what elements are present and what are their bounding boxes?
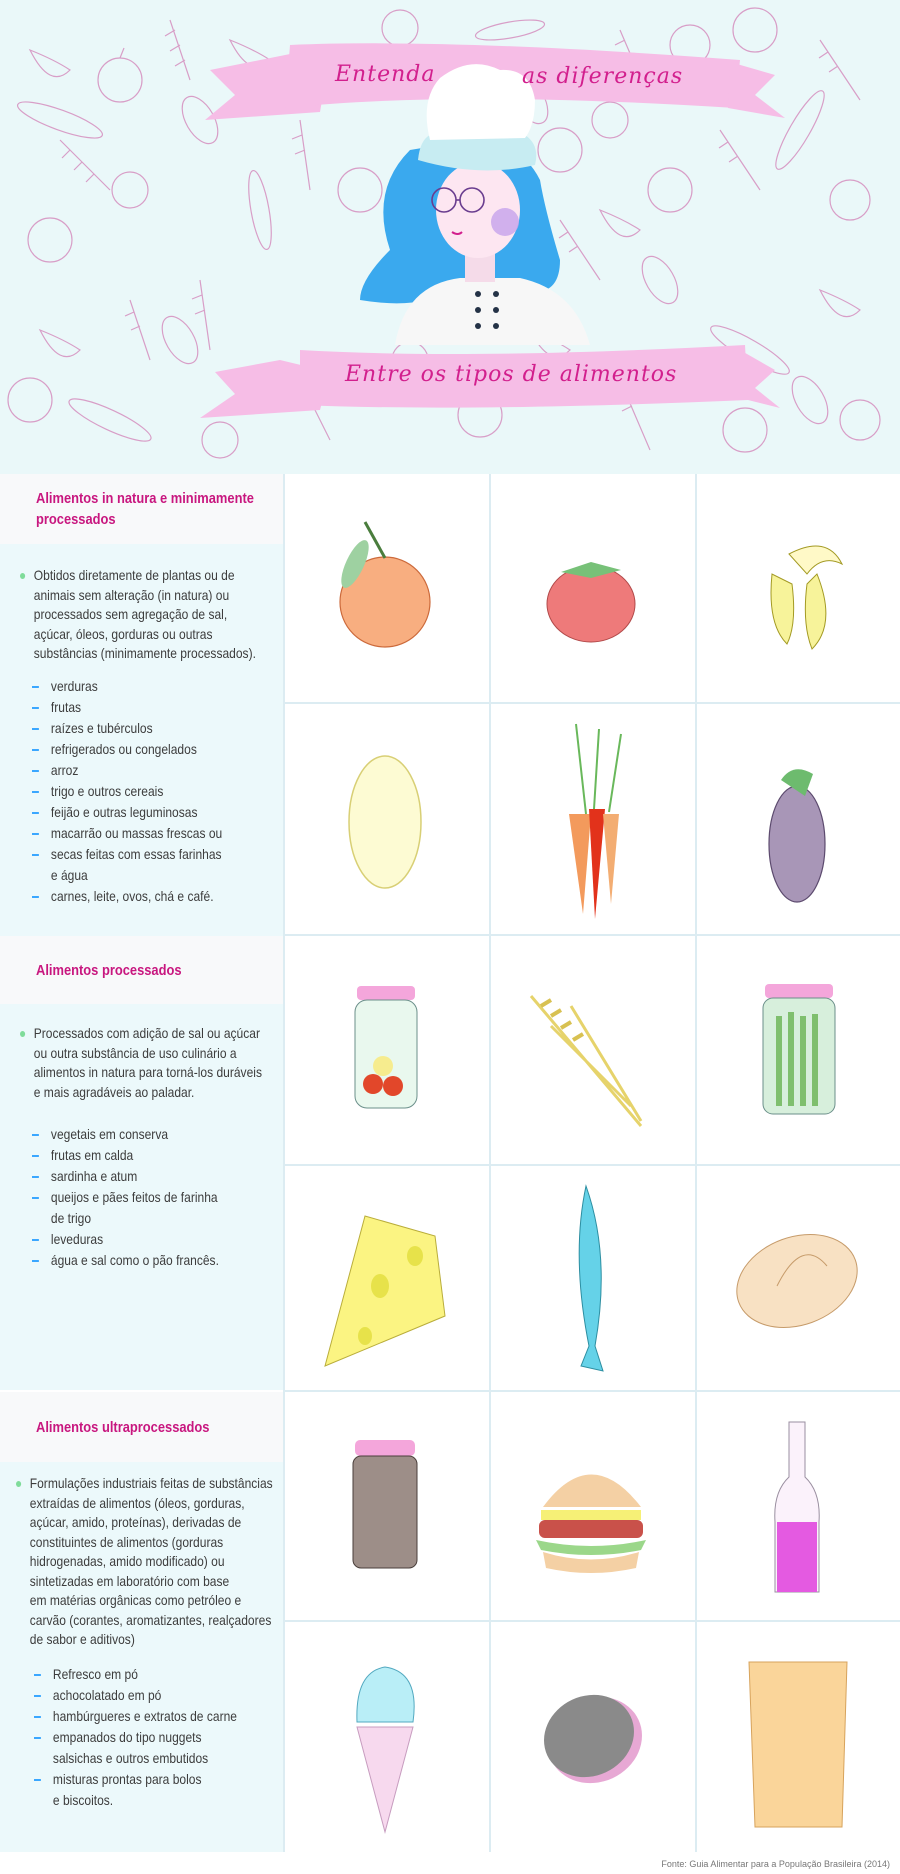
list-item: salsichas e outros embutidos bbox=[52, 1750, 209, 1766]
section-title-line: processados bbox=[36, 511, 116, 528]
description-line: processados sem agregação de sal, bbox=[33, 606, 228, 622]
food-list bbox=[34, 1664, 270, 1811]
list-item: frutas bbox=[32, 697, 222, 718]
description-line: Processados com adição de sal ou açúcar bbox=[33, 1025, 260, 1041]
section-title bbox=[36, 1417, 209, 1438]
banana-icon bbox=[697, 474, 900, 702]
section-title-band bbox=[0, 474, 283, 544]
list-item: secas feitas com essas farinhas bbox=[32, 844, 222, 865]
description-line: ou outra substância de uso culinário a bbox=[33, 1044, 237, 1061]
list-item: carnes, leite, ovos, chá e café. bbox=[32, 886, 222, 907]
section-description bbox=[20, 1024, 290, 1102]
list-item: feijão e outras leguminosas bbox=[32, 802, 222, 823]
tomato-icon bbox=[491, 474, 695, 702]
jar-fruit-icon bbox=[285, 936, 489, 1164]
header-illustration bbox=[0, 0, 900, 474]
section-description bbox=[16, 1474, 286, 1650]
list-item: água e sal como o pão francês. bbox=[32, 1250, 219, 1271]
egg-icon bbox=[285, 704, 489, 932]
section-title-line: Alimentos processados bbox=[36, 961, 182, 979]
section-title-line: Alimentos in natura e minimamente bbox=[36, 490, 254, 507]
carrots-icon bbox=[491, 704, 695, 932]
list-item: frutas em calda bbox=[32, 1145, 219, 1166]
section-title-line: Alimentos ultraprocessados bbox=[36, 1418, 210, 1436]
banner-text-entenda: Entenda bbox=[335, 62, 436, 87]
description-line: de sabor e aditivos) bbox=[29, 1631, 135, 1647]
source-credit: Fonte: Guia Alimentar para a População Brasileira (2014) bbox=[661, 1859, 890, 1869]
list-item: empanados do tipo nuggets bbox=[34, 1727, 237, 1748]
description-line: alimentos in natura para torná-los duráveis bbox=[33, 1064, 262, 1080]
description-line: extraídas de alimentos (óleos, gorduras, bbox=[29, 1494, 245, 1511]
wheat-icon bbox=[491, 936, 695, 1164]
bread-icon bbox=[697, 1166, 900, 1394]
chips-bag-icon bbox=[697, 1622, 900, 1850]
section-title-band bbox=[0, 1392, 283, 1462]
description-line: e mais agradáveis ao paladar. bbox=[33, 1083, 195, 1100]
cookie-icon bbox=[491, 1622, 695, 1850]
orange-icon bbox=[285, 474, 489, 702]
description-line: sintetizadas em laboratório com base bbox=[29, 1572, 230, 1589]
chocolate-powder-jar-icon bbox=[285, 1392, 489, 1620]
chef-illustration bbox=[0, 0, 900, 474]
list-item: vegetais em conserva bbox=[32, 1124, 219, 1145]
food-list bbox=[32, 1124, 249, 1271]
section-processados bbox=[0, 936, 900, 1390]
list-item: verduras bbox=[32, 676, 222, 697]
bullet-dot bbox=[20, 1031, 25, 1037]
section-title bbox=[36, 960, 182, 981]
section-ultraprocessados bbox=[0, 1392, 900, 1852]
list-item: e biscoitos. bbox=[52, 1792, 114, 1808]
bullet-dot bbox=[16, 1481, 21, 1487]
description-line: açúcar, óleos, gorduras ou outras bbox=[33, 625, 213, 642]
list-item: arroz bbox=[32, 760, 222, 781]
list-item: sardinha e atum bbox=[32, 1166, 219, 1187]
description-line: Obtidos diretamente de plantas ou de bbox=[33, 567, 235, 583]
list-item: e água bbox=[50, 867, 88, 883]
cheese-icon bbox=[285, 1166, 489, 1394]
list-item: trigo e outros cereais bbox=[32, 781, 222, 802]
description-line: Formulações industriais feitas de substâncias bbox=[29, 1475, 273, 1491]
food-list bbox=[32, 676, 253, 907]
description-line: carvão (corantes, aromatizantes, realçadores bbox=[29, 1611, 272, 1628]
hamburger-icon bbox=[491, 1392, 695, 1620]
list-item: leveduras bbox=[32, 1229, 219, 1250]
list-item: Refresco em pó bbox=[34, 1664, 237, 1685]
section-in-natura bbox=[0, 474, 900, 936]
description-line: em matérias orgânicas como petróleo e bbox=[29, 1592, 242, 1608]
section-title bbox=[36, 488, 254, 530]
list-item: misturas prontas para bolos bbox=[34, 1769, 237, 1790]
section-title-band bbox=[0, 936, 283, 1004]
list-item: macarrão ou massas frescas ou bbox=[32, 823, 222, 844]
list-item: queijos e pães feitos de farinha bbox=[32, 1187, 219, 1208]
description-line: constituintes de alimentos (gorduras bbox=[29, 1533, 224, 1550]
description-line: açúcar, amido, proteínas), derivadas de bbox=[29, 1514, 242, 1530]
eggplant-icon bbox=[697, 704, 900, 932]
jar-asparagus-icon bbox=[697, 936, 900, 1164]
list-item: hambúrgueres e extratos de carne bbox=[34, 1706, 237, 1727]
list-item: refrigerados ou congelados bbox=[32, 739, 222, 760]
banner-text-diferencas: as diferenças bbox=[522, 64, 684, 89]
description-line: animais sem alteração (in natura) ou bbox=[33, 586, 230, 603]
bullet-dot bbox=[20, 573, 25, 579]
ice-cream-cone-icon bbox=[285, 1622, 489, 1850]
description-line: hidrogenadas, amido modificado) ou bbox=[29, 1553, 225, 1569]
section-description bbox=[20, 566, 290, 664]
list-item: achocolatado em pó bbox=[34, 1685, 237, 1706]
list-item: de trigo bbox=[50, 1210, 92, 1226]
sardine-icon bbox=[491, 1166, 695, 1394]
soda-bottle-icon bbox=[697, 1392, 900, 1620]
list-item: raízes e tubérculos bbox=[32, 718, 222, 739]
description-line: substâncias (minimamente processados). bbox=[33, 645, 256, 661]
banner-text-tipos: Entre os tipos de alimentos bbox=[345, 362, 678, 387]
